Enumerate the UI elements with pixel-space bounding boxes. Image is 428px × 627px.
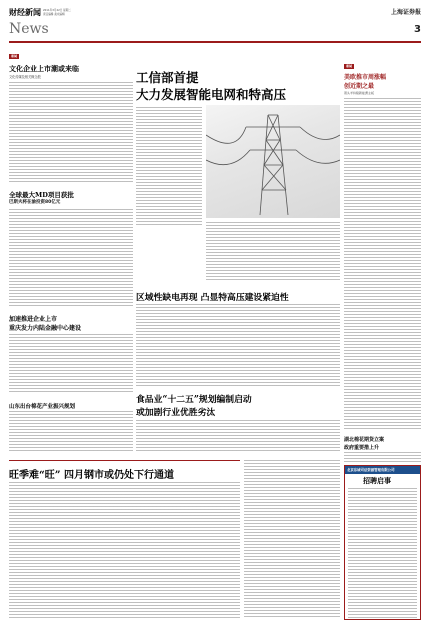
ad-body: [348, 488, 417, 618]
food-title-line-1: 食品业“十二五”规划编制启动: [136, 395, 252, 405]
lead-title-line-2: 大力发展智能电网和特高压: [136, 87, 287, 102]
article-3-subtitle: 重庆发力内陆金融中心建设: [9, 325, 82, 332]
article-1-subtitle: 文化传媒及相关概念股: [9, 75, 41, 79]
article-2-body: [9, 209, 133, 307]
article-2-title: 全球最大MD项目获批: [9, 191, 74, 199]
lead-title-line-1: 工信部首提: [136, 70, 199, 85]
masthead: [9, 7, 421, 47]
recruitment-ad: [344, 465, 421, 620]
mid-article-title: 区域性缺电再现 凸显特高压建设紧迫性: [136, 293, 289, 303]
brand-name: 上海证券报: [390, 9, 421, 16]
bottom-article-rule: [9, 460, 240, 461]
bottom-article: [9, 460, 240, 620]
paper-name: 财经新闻: [9, 7, 41, 17]
ad-org-bar: [345, 466, 420, 474]
article-2-subtitle: 巴斯夫将在渝投资80亿元: [9, 200, 61, 205]
power-tower-photo: [206, 105, 340, 218]
bottom-article-body: [9, 482, 240, 618]
right-article-1-title-2: 创近期之最: [344, 83, 375, 90]
left-column: [9, 52, 133, 452]
right-article-2-title: 湖北棉花期货立案: [344, 437, 385, 443]
section-name: News: [9, 21, 49, 37]
right-article-2-body: [344, 452, 421, 462]
right-section-tag: 要闻: [346, 64, 353, 68]
article-1-body: [9, 82, 133, 182]
bottom-article-title: 旺季难“旺” 四月钢市或仍处下行通道: [9, 470, 174, 481]
article-3-title: 加速推进企业上市: [9, 316, 58, 323]
right-article-1-subtitle: 领头羊持续新能源主板: [344, 91, 375, 95]
food-article-body: [136, 420, 340, 452]
right-article-1-title: 美欧推市周涨幅: [344, 74, 387, 81]
article-3-body: [9, 334, 133, 394]
page-number: 3: [414, 24, 421, 35]
section-tag: 要闻: [11, 54, 18, 58]
article-1-title: 文化企业上市潮或来临: [9, 64, 79, 73]
center-column: [136, 52, 340, 452]
right-column: [344, 52, 421, 462]
date-line: 2011年3月22日 星期二: [43, 9, 71, 12]
masthead-rule: [9, 41, 421, 43]
power-tower-illustration: [206, 105, 340, 218]
lead-body: [136, 107, 202, 227]
lead-body-right: [206, 222, 340, 280]
article-4-title: 山东出台棉花产业振兴规划: [9, 404, 76, 410]
food-article-continued: [244, 460, 340, 618]
right-article-2-title-2: 政府重要措上升: [344, 445, 380, 451]
ad-org-name: 北京东城司法资源管理有限公司: [347, 468, 395, 472]
right-article-1-body: [344, 98, 421, 430]
editor-line: 责任编辑 美术编辑: [43, 13, 65, 16]
article-4-body: [9, 411, 133, 451]
ad-title: 招聘启事: [363, 476, 391, 485]
food-title-line-2: 或加剧行业优胜劣汰: [136, 408, 216, 418]
mid-article-body: [136, 304, 340, 386]
